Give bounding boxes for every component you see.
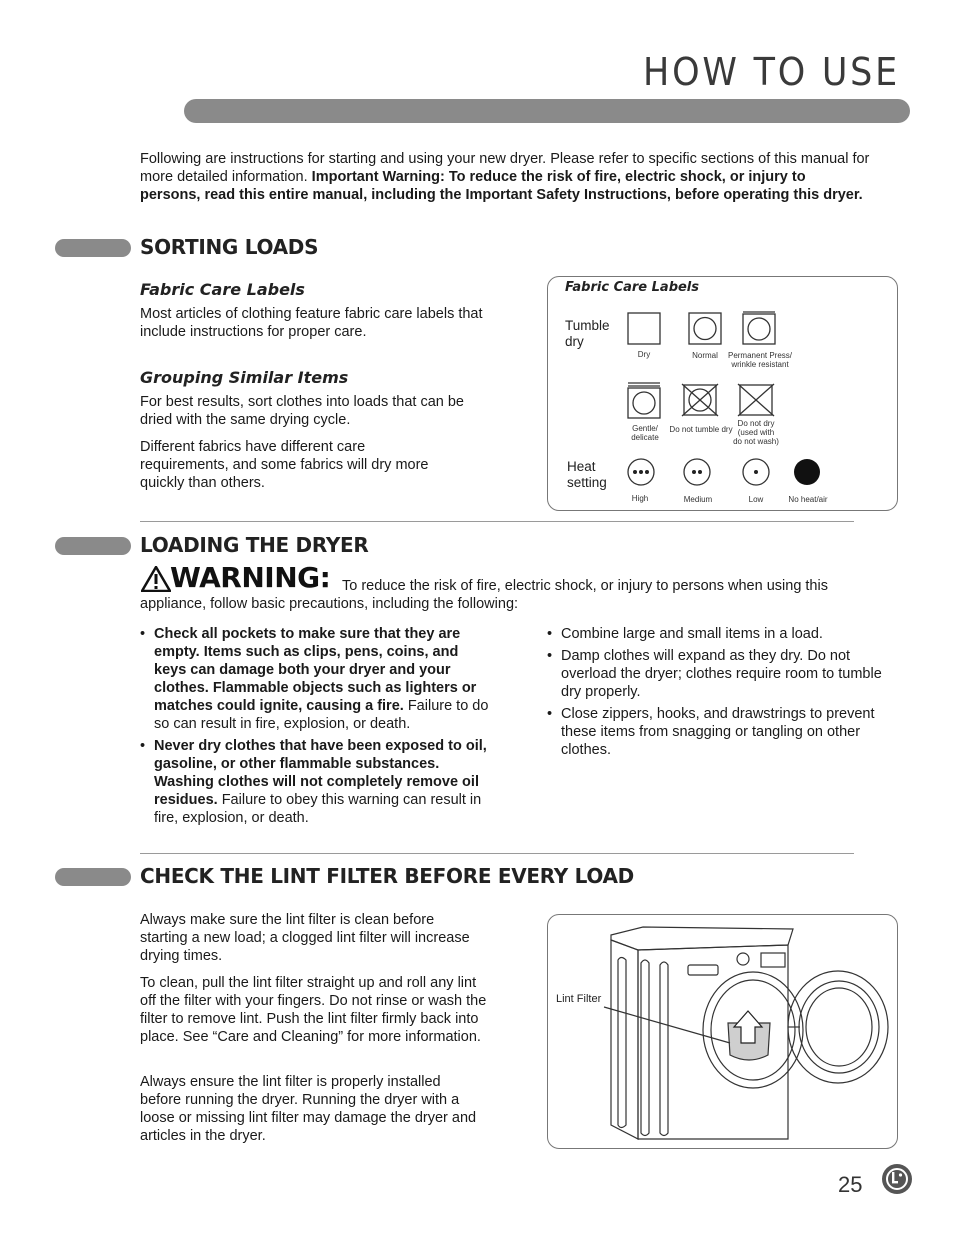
caption-high: High <box>631 494 649 503</box>
heat-medium-icon <box>682 457 712 487</box>
grouping-text-2: Different fabrics have different care requirements, and some fabrics will dry more quickly than others. <box>140 439 429 491</box>
fabric-care-text: Most articles of clothing feature fabric care labels that include instructions for proper care. <box>140 306 483 340</box>
heat-low-icon <box>741 457 771 487</box>
section-title-sorting: SORTING LOADS <box>140 235 319 259</box>
do-not-dry-icon <box>736 383 776 417</box>
warning-label: WARNING: <box>170 561 331 594</box>
divider-1 <box>140 521 854 522</box>
section-title-lint: CHECK THE LINT FILTER BEFORE EVERY LOAD <box>140 864 634 888</box>
lint-filter-label: Lint Filter <box>556 993 602 1005</box>
caption-medium: Medium <box>683 495 713 504</box>
chart-title: Fabric Care Labels <box>565 280 700 295</box>
caption-low: Low <box>748 495 764 504</box>
lg-logo-icon <box>881 1163 913 1195</box>
caption-do-not-tumble: Do not tumble dry <box>669 425 733 434</box>
list-item: • Check all pockets to make sure that they are empty. Items such as clips, pens, coins, and keys can damage both your dryer and your clothes. Flammable objects such as lighters or matches could ignite, causing a fire. Failure to do so can result in fire, explosion, or death. <box>140 625 492 733</box>
no-heat-air-icon <box>792 457 822 487</box>
section-title-loading: LOADING THE DRYER <box>140 533 369 557</box>
gentle-delicate-icon <box>626 381 662 421</box>
fabric-care-chart <box>547 276 898 511</box>
lint-paragraph-3: Always ensure the lint filter is properly installed before running the dryer. Running the dryer with a loose or missing lint filter may damage the dryer and articles in the dryer. <box>140 1074 477 1144</box>
list-item: • Combine large and small items in a load. <box>547 625 887 643</box>
list-item: • Never dry clothes that have been exposed to oil, gasoline, or other flammable substances. Washing clothes will not completely remove oil residues. Failure to obey this warning can result in fire, explosion, or death. <box>140 737 492 827</box>
dry-symbol-icon <box>626 312 662 346</box>
page-title: HOW TO USE <box>643 50 900 94</box>
grouping-text-1: For best results, sort clothes into loads that can be dried with the same drying cycle. <box>140 394 464 428</box>
permanent-press-icon <box>741 310 777 346</box>
intro-warning-text: Important Warning: To reduce the risk of fire, electric shock, or injury to persons, read this entire manual, including the Important Safety Instructions, before operating this dryer. <box>140 169 863 203</box>
lint-paragraph-2: To clean, pull the lint filter straight up and roll any lint off the filter with your fingers. Do not rinse or wash the filter to remove lint. Push the lint filter firmly back into place. See “Care and Cleaning” for more information. <box>140 975 487 1045</box>
warning-text: To reduce the risk of fire, electric shock, or injury to persons when using this appliance, follow basic precautions, including the following: <box>140 578 828 612</box>
loading-bullets-right <box>547 625 887 763</box>
divider-2 <box>140 853 854 854</box>
do-not-tumble-dry-icon <box>680 383 720 417</box>
dryer-illustration-icon <box>548 915 897 1148</box>
heat-setting-label: Heat setting <box>567 459 607 490</box>
caption-permanent-press: Permanent Press/ wrinkle resistant <box>727 351 793 369</box>
caption-dry: Dry <box>637 350 651 359</box>
subtitle-fabric-care: Fabric Care Labels <box>140 280 305 299</box>
page-number: 25 <box>838 1172 863 1197</box>
caption-do-not-dry: Do not dry (used with do not wash) <box>733 419 779 446</box>
heat-high-icon <box>626 457 656 487</box>
caption-no-heat: No heat/air <box>788 495 828 504</box>
list-item: • Close zippers, hooks, and drawstrings to prevent these items from snagging or tangling on other clothes. <box>547 705 887 759</box>
intro-normal-text: Following are instructions for starting and using your new dryer. Please refer to specific sections of this manual for more detailed information. <box>140 151 870 185</box>
header-bar <box>184 99 910 123</box>
tumble-dry-label: Tumble dry <box>565 318 610 349</box>
caption-gentle: Gentle/ delicate <box>631 424 659 442</box>
list-item: • Damp clothes will expand as they dry. Do not overload the dryer; clothes require room to tumble dry properly. <box>547 647 887 701</box>
normal-tumble-icon <box>687 312 723 346</box>
intro-paragraph <box>140 150 870 204</box>
lint-filter-figure <box>547 914 898 1149</box>
subtitle-grouping: Grouping Similar Items <box>140 368 349 387</box>
section-pill-lint <box>55 868 131 886</box>
lint-paragraph-1: Always make sure the lint filter is clean before starting a new load; a clogged lint filter will increase drying times. <box>140 912 470 964</box>
section-pill-sorting <box>55 239 131 257</box>
loading-bullets-left <box>140 625 492 831</box>
caption-normal: Normal <box>692 351 718 360</box>
section-pill-loading <box>55 537 131 555</box>
